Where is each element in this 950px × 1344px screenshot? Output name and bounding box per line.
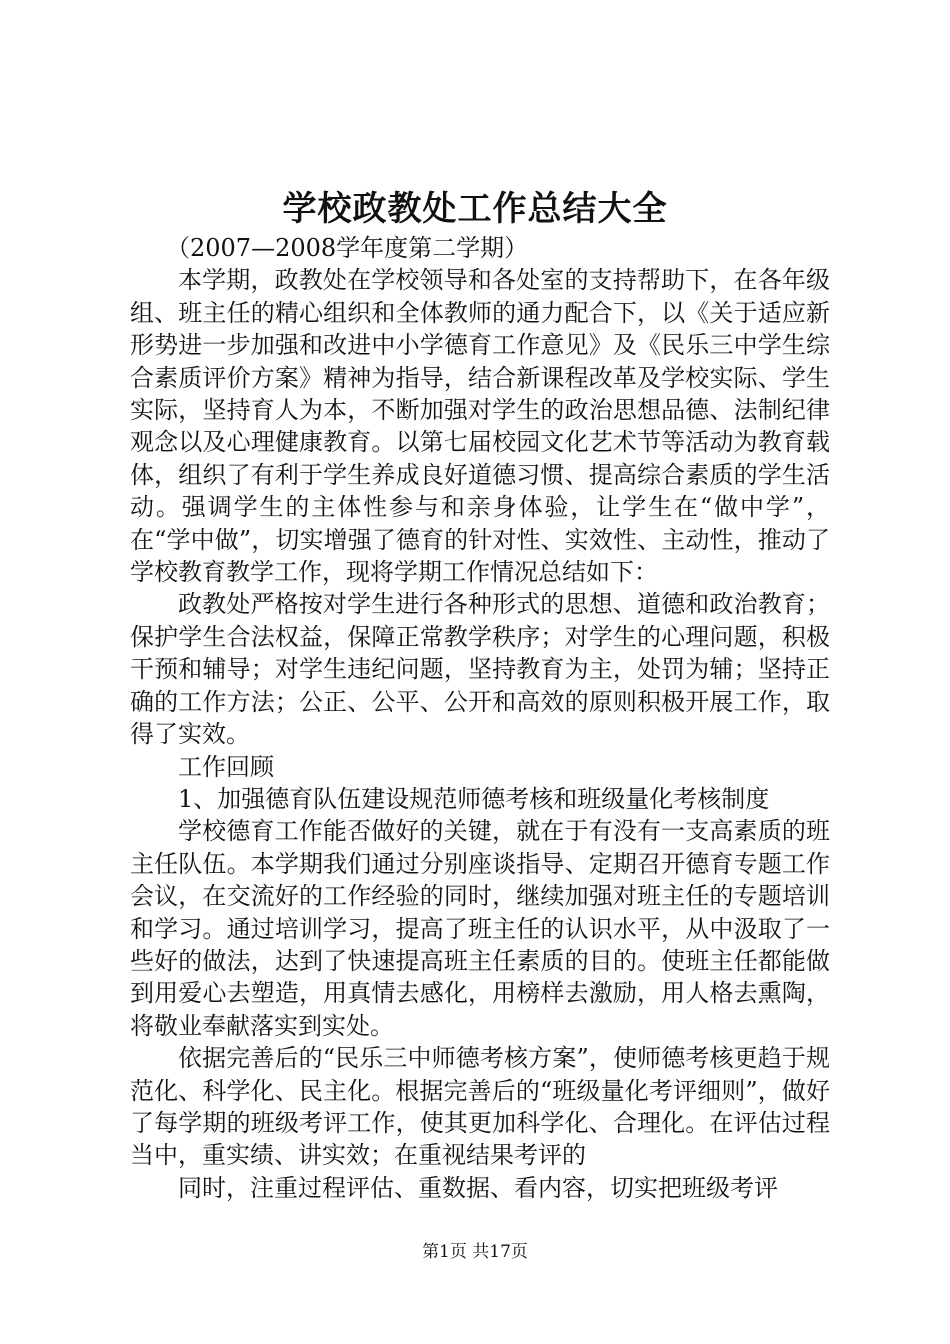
document-title: 学校政教处工作总结大全 [282,189,668,229]
document-subtitle: （2007—2008学年度第二学期） [166,234,529,262]
paragraph-continuation: 同时，注重过程评估、重数据、看内容，切实把班级考评 [178,1173,778,1202]
paragraph-teacher-team: 学校德育工作能否做好的关键，就在于有没有一支高素质的班主任队伍。本学期我们通过分别座谈指导、定期召开德育专题工作会议，在交流好的工作经验的同时，继续加强对班主任的专题培训和学习。通过培训学习，提高了班主任的认识水平，从中汲取了一些好的做法，达到了快速提高班主任素质的目的。使班主任都能做到用爱心去塑造，用真情去感化，用榜样去激励，用人格去熏陶，将敬业奉献落实到实处。 [130,817,830,1040]
paragraph-assessment: 依据完善后的“民乐三中师德考核方案”，使师德考核更趋于规范化、科学化、民主化。根据完善后的“班级量化考评细则”，做好了每学期的班级考评工作，使其更加科学化、合理化。在评估过程当中，重实绩、讲实效；在重视结果考评的 [130,1044,830,1170]
document-body [130,232,830,1204]
paragraph-principles: 政教处严格按对学生进行各种形式的思想、道德和政治教育；保护学生合法权益，保障正常教学秩序；对学生的心理问题，积极干预和辅导；对学生违纪问题，坚持教育为主，处罚为辅；坚持正确的工作方法；公正、公平、公开和高效的原则积极开展工作，取得了实效。 [130,590,830,749]
section-heading: 工作回顾 [178,752,274,781]
subsection-heading: 1、加强德育队伍建设规范师德考核和班级量化考核制度 [178,784,770,813]
paragraph-intro: 本学期，政教处在学校领导和各处室的支持帮助下，在各年级组、班主任的精心组织和全体教师的通力配合下，以《关于适应新形势进一步加强和改进中小学德育工作意见》及《民乐三中学生综合素质评价方案》精神为指导，结合新课程改革及学校实际、学生实际，坚持育人为本，不断加强对学生的政治思想品德、法制纪律观念以及心理健康教育。以第七届校园文化艺术节等活动为教育载体，组织了有利于学生养成良好道德习惯、提高综合素质的学生活动。强调学生的主体性参与和亲身体验，让学生在“做中学”，在“学中做”，切实增强了德育的针对性、实效性、主动性，推动了学校教育教学工作，现将学期工作情况总结如下： [130,266,830,587]
page-footer: 第1页 共17页 [422,1242,528,1262]
